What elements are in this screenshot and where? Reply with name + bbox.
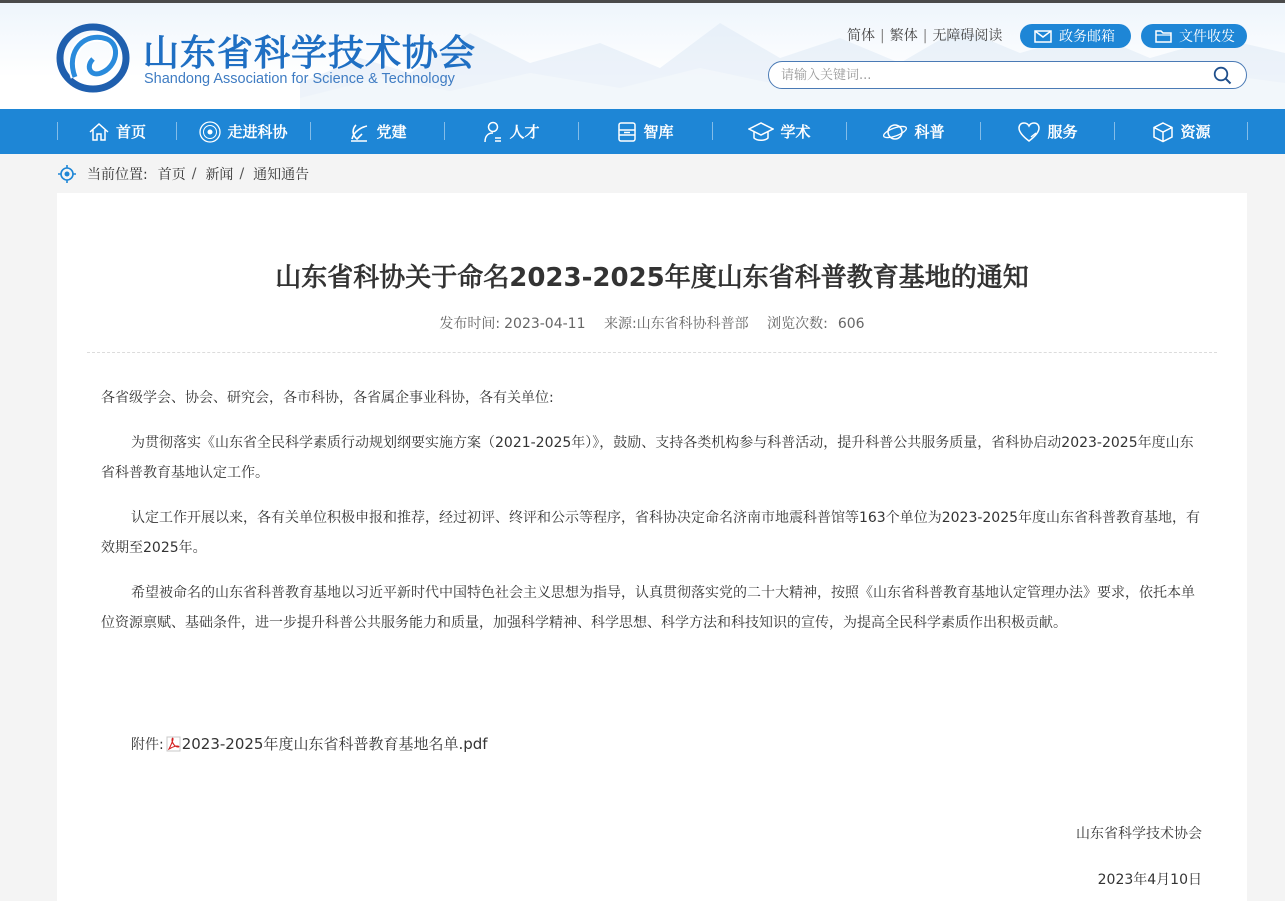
main-nav bbox=[0, 109, 1285, 154]
signature: 山东省科学技术协会 bbox=[1076, 826, 1202, 842]
title-divider bbox=[87, 352, 1217, 353]
source-info bbox=[604, 316, 749, 332]
nav-item-home[interactable] bbox=[58, 109, 176, 154]
accessibility-link[interactable]: 无障碍阅读 bbox=[932, 28, 1003, 44]
attachment bbox=[131, 733, 488, 754]
source-label: 来源: bbox=[603, 316, 637, 332]
publish-label: 发布时间: bbox=[439, 316, 501, 332]
nav-label: 服务 bbox=[1047, 123, 1078, 141]
nav-label: 走进科协 bbox=[227, 123, 288, 141]
lang-simplified-link[interactable]: 简体 bbox=[847, 28, 875, 44]
article-meta bbox=[57, 313, 1247, 333]
attachment-label: 附件: bbox=[131, 736, 164, 753]
cube-icon bbox=[1152, 121, 1174, 143]
lang-traditional-link[interactable]: 繁体 bbox=[889, 28, 918, 44]
nav-label: 学术 bbox=[780, 123, 811, 141]
article-title: 山东省科协关于命名2023-2025年度山东省科普教育基地的通知 bbox=[275, 263, 1029, 293]
emblem-icon bbox=[199, 121, 221, 143]
file-exchange-label: 文件收发 bbox=[1179, 29, 1235, 45]
article-body bbox=[101, 383, 1204, 653]
nav-item-science-pop[interactable] bbox=[847, 109, 980, 154]
site-header bbox=[0, 3, 1285, 109]
graduation-cap-icon bbox=[748, 121, 774, 143]
site-subtitle: Shandong Association for Science & Technology bbox=[144, 71, 455, 87]
separator: | bbox=[922, 28, 928, 44]
mail-button-label: 政务邮箱 bbox=[1059, 29, 1115, 45]
breadcrumb-prefix: 当前位置: bbox=[87, 167, 148, 183]
nav-divider bbox=[1247, 122, 1248, 140]
views-info bbox=[767, 316, 864, 332]
envelope-icon bbox=[1034, 30, 1052, 43]
location-pin-icon bbox=[57, 164, 77, 184]
nav-label: 智库 bbox=[643, 123, 674, 141]
nav-item-about[interactable] bbox=[177, 109, 310, 154]
nav-item-talent[interactable] bbox=[445, 109, 578, 154]
planet-icon bbox=[882, 121, 908, 143]
publish-date: 2023-04-11 bbox=[504, 316, 586, 332]
heart-hand-icon bbox=[1017, 121, 1041, 143]
breadcrumb-link-news[interactable]: 新闻 bbox=[205, 167, 234, 183]
file-exchange-button[interactable] bbox=[1141, 24, 1247, 48]
paragraph: 希望被命名的山东省科普教育基地以习近平新时代中国特色社会主义思想为指导，认真贯彻落实党的二十大精神，按照《山东省科普教育基地认定管理办法》要求，依托本单位资源禀赋、基础条件，进一步提升科普公共服务能力和质量，加强科学精神、科学思想、科学方法和科技知识的宣传，为提高全民科学素质作出积极贡献。 bbox=[101, 585, 1195, 631]
breadcrumb bbox=[57, 163, 309, 185]
breadcrumb-separator: / bbox=[239, 166, 245, 182]
pdf-icon bbox=[166, 736, 181, 752]
salutation: 各省级学会、协会、研究会，各市科协，各省属企事业科协，各有关单位: bbox=[101, 390, 554, 406]
search-input[interactable] bbox=[781, 66, 1201, 84]
breadcrumb-link-home[interactable]: 首页 bbox=[157, 167, 186, 183]
person-icon bbox=[483, 121, 503, 143]
archive-icon bbox=[617, 121, 637, 143]
nav-label: 资源 bbox=[1180, 123, 1211, 141]
nav-label: 科普 bbox=[914, 123, 945, 141]
separator: | bbox=[880, 28, 885, 44]
source-value: 山东省科协科普部 bbox=[636, 316, 749, 332]
paragraph: 认定工作开展以来，各有关单位积极申报和推荐，经过初评、终评和公示等程序，省科协决定命名济南市地震科普馆等163个单位为2023-2025年度山东省科普教育基地，有效期至2025年。 bbox=[101, 510, 1201, 556]
nav-item-resources[interactable] bbox=[1115, 109, 1248, 154]
folder-icon bbox=[1155, 29, 1172, 43]
site-title: 山东省科学技术协会 bbox=[143, 32, 477, 74]
search-box bbox=[768, 61, 1247, 89]
signature-date: 2023年4月10日 bbox=[1097, 872, 1202, 888]
nav-label: 首页 bbox=[115, 123, 146, 141]
party-icon bbox=[348, 121, 370, 143]
attachment-link[interactable]: 2023-2025年度山东省科普教育基地名单.pdf bbox=[181, 735, 488, 753]
nav-item-party[interactable] bbox=[311, 109, 444, 154]
search-icon[interactable] bbox=[1213, 66, 1232, 85]
logo-icon bbox=[55, 21, 131, 95]
nav-item-think-tank[interactable] bbox=[579, 109, 712, 154]
views-label: 浏览次数: bbox=[767, 316, 828, 332]
article-card bbox=[57, 193, 1247, 901]
nav-item-academic[interactable] bbox=[713, 109, 846, 154]
home-icon bbox=[88, 122, 110, 142]
paragraph: 为贯彻落实《山东省全民科学素质行动规划纲要实施方案（2021-2025年）》，鼓励、支持各类机构参与科普活动，提升科普公共服务质量，省科协启动2023-2025年度山东省科普教育基地认定工作。 bbox=[101, 435, 1194, 481]
language-switch bbox=[847, 25, 1002, 45]
views-count: 606 bbox=[837, 316, 865, 332]
breadcrumb-separator: / bbox=[191, 166, 197, 182]
publish-info bbox=[439, 316, 585, 332]
nav-label: 党建 bbox=[376, 123, 407, 141]
breadcrumb-link-notices[interactable]: 通知通告 bbox=[253, 167, 310, 183]
nav-item-service[interactable] bbox=[981, 109, 1114, 154]
nav-label: 人才 bbox=[509, 123, 540, 141]
mail-button[interactable] bbox=[1020, 24, 1131, 48]
